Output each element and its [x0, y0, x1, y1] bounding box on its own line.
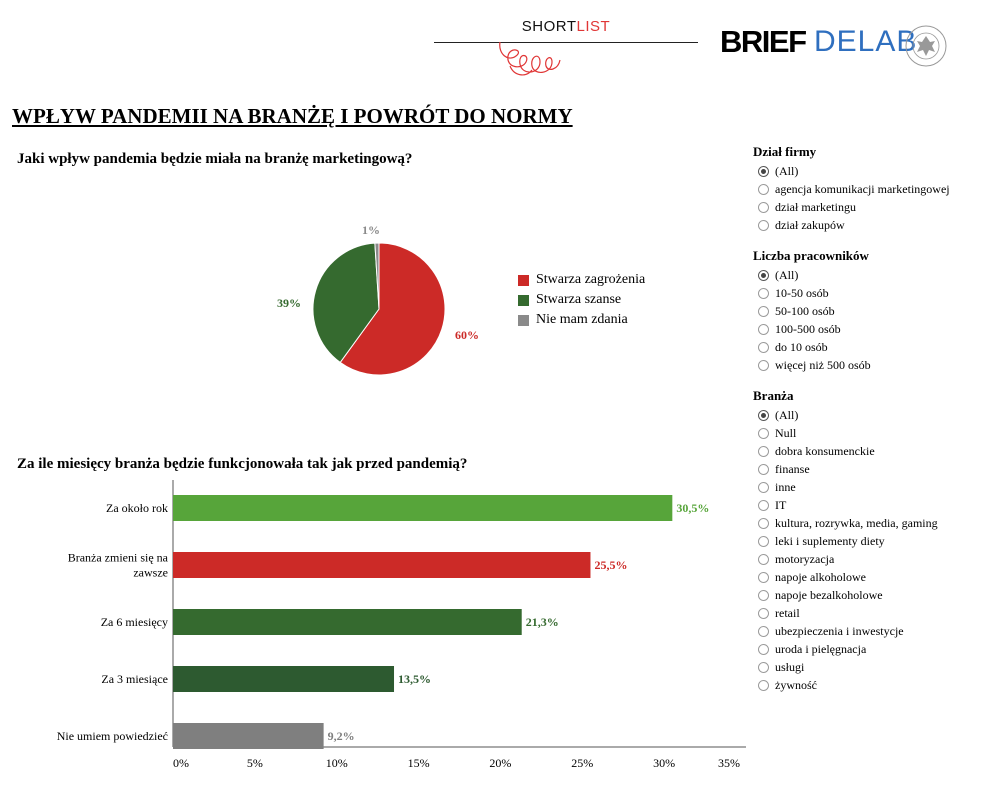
brief-logo: BRIEF — [720, 24, 806, 59]
filter-option[interactable] — [753, 216, 993, 234]
filter-option[interactable] — [753, 320, 993, 338]
scribble-icon — [496, 40, 566, 92]
radio-button-icon[interactable] — [758, 166, 769, 177]
radio-button-icon[interactable] — [758, 662, 769, 673]
filter-option[interactable] — [753, 514, 993, 532]
legend-swatch — [518, 295, 529, 306]
x-tick-label-5: 25% — [571, 756, 594, 770]
filter-group-0 — [753, 142, 993, 234]
shortlist-logo — [434, 14, 698, 80]
filter-option[interactable] — [753, 424, 993, 442]
radio-button-icon[interactable] — [758, 626, 769, 637]
filter-option-label: leki i suplementy diety — [775, 533, 885, 548]
filter-option[interactable] — [753, 162, 993, 180]
radio-button-icon[interactable] — [758, 680, 769, 691]
filter-option-label: usługi — [775, 659, 805, 674]
radio-button-icon[interactable] — [758, 306, 769, 317]
bar-category-label-0: Za około rok — [106, 501, 168, 515]
filter-option[interactable] — [753, 658, 993, 676]
filter-option-label: (All) — [775, 407, 799, 422]
radio-button-icon[interactable] — [758, 202, 769, 213]
bar-category-label-3: Za 3 miesiące — [101, 672, 168, 686]
radio-button-icon[interactable] — [758, 428, 769, 439]
pie-chart — [270, 222, 500, 392]
filter-option-label: więcej niż 500 osób — [775, 357, 871, 372]
pie-slice-label-1: 39% — [277, 296, 301, 310]
filter-group-1 — [753, 246, 993, 374]
legend-label: Stwarza szanse — [536, 292, 622, 307]
bar-value-label-1: 25,5% — [594, 558, 628, 572]
x-tick-label-0: 0% — [173, 756, 189, 770]
radio-button-icon[interactable] — [758, 184, 769, 195]
filter-title: Liczba pracowników — [753, 248, 869, 263]
bar-value-label-3: 13,5% — [398, 672, 432, 686]
radio-button-icon[interactable] — [758, 590, 769, 601]
radio-button-icon[interactable] — [758, 342, 769, 353]
filter-option-label: agencja komunikacji marketingowej — [775, 181, 950, 196]
x-tick-label-2: 10% — [325, 756, 348, 770]
bar-value-label-2: 21,3% — [525, 615, 559, 629]
filter-option-label: (All) — [775, 267, 799, 282]
filter-option[interactable] — [753, 180, 993, 198]
filter-option-label: napoje bezalkoholowe — [775, 587, 883, 602]
university-seal-icon — [904, 24, 948, 68]
filter-option[interactable] — [753, 640, 993, 658]
bar-value-label-0: 30,5% — [676, 501, 710, 515]
filter-option-label: (All) — [775, 163, 799, 178]
radio-button-icon[interactable] — [758, 518, 769, 529]
radio-button-icon[interactable] — [758, 324, 769, 335]
legend-item-0[interactable] — [518, 270, 645, 290]
legend-label: Stwarza zagrożenia — [536, 272, 646, 287]
filter-option-label: Null — [775, 425, 797, 440]
x-tick-label-7: 35% — [718, 756, 740, 770]
filter-option[interactable] — [753, 460, 993, 478]
filter-option-label: kultura, rozrywka, media, gaming — [775, 515, 938, 530]
bar-4[interactable] — [173, 723, 324, 749]
filter-option-label: uroda i pielęgnacja — [775, 641, 867, 656]
question-2-title: Za ile miesięcy branża będzie funkcjonowała tak jak przed pandemią? — [17, 456, 468, 472]
filter-option-label: napoje alkoholowe — [775, 569, 866, 584]
bar-value-label-4: 9,2% — [327, 729, 355, 743]
filter-option-label: dobra konsumenckie — [775, 443, 875, 458]
filter-option-label: 10-50 osób — [775, 285, 829, 300]
filter-option[interactable] — [753, 338, 993, 356]
filter-option[interactable] — [753, 266, 993, 284]
radio-button-icon[interactable] — [758, 482, 769, 493]
pie-slice-label-0: 60% — [455, 328, 479, 342]
question-1-title: Jaki wpływ pandemia będzie miała na branżę marketingową? — [17, 151, 413, 167]
radio-button-icon[interactable] — [758, 500, 769, 511]
radio-button-icon[interactable] — [758, 220, 769, 231]
filter-option-label: 50-100 osób — [775, 303, 835, 318]
bar-category-label-4: Nie umiem powiedzieć — [56, 729, 168, 743]
filter-option-label: inne — [775, 479, 796, 494]
filter-option[interactable] — [753, 478, 993, 496]
filter-option-label: żywność — [775, 677, 817, 692]
x-tick-label-6: 30% — [653, 756, 676, 770]
filter-option[interactable] — [753, 406, 993, 424]
radio-button-icon[interactable] — [758, 554, 769, 565]
radio-button-icon[interactable] — [758, 360, 769, 371]
x-tick-label-1: 5% — [246, 756, 263, 770]
legend-item-1[interactable] — [518, 290, 645, 310]
radio-button-icon[interactable] — [758, 446, 769, 457]
filter-option[interactable] — [753, 586, 993, 604]
filter-option-label: do 10 osób — [775, 339, 828, 354]
filter-option[interactable] — [753, 568, 993, 586]
filter-title: Dział firmy — [753, 144, 817, 159]
x-tick-label-3: 15% — [407, 756, 430, 770]
filter-option[interactable] — [753, 604, 993, 622]
filter-option[interactable] — [753, 198, 993, 216]
bar-category-label-2: Za 6 miesięcy — [100, 615, 168, 629]
filter-option[interactable] — [753, 302, 993, 320]
radio-button-icon[interactable] — [758, 464, 769, 475]
radio-button-icon[interactable] — [758, 608, 769, 619]
legend-item-2[interactable] — [518, 310, 645, 330]
legend-swatch — [518, 315, 529, 326]
filter-group-2 — [753, 386, 993, 694]
filter-option[interactable] — [753, 676, 993, 694]
bar-2[interactable] — [173, 609, 522, 635]
page-title: WPŁYW PANDEMII NA BRANŻĘ I POWRÓT DO NORMY — [12, 104, 573, 128]
shortlist-rule — [434, 42, 698, 43]
bar-0[interactable] — [173, 495, 672, 521]
bar-1[interactable] — [173, 552, 590, 578]
bar-chart — [0, 470, 750, 780]
legend-label: Nie mam zdania — [536, 312, 628, 327]
filters-panel — [753, 142, 993, 706]
shortlist-logo-part1: SHORT — [521, 18, 577, 35]
bar-category-label-1: Branża zmieni się na zawsze — [67, 550, 168, 580]
filter-option-label: 100-500 osób — [775, 321, 841, 336]
filter-option[interactable] — [753, 496, 993, 514]
delab-logo: DELAB — [814, 25, 918, 58]
filter-option-label: motoryzacja — [775, 551, 835, 566]
radio-button-icon[interactable] — [758, 410, 769, 421]
filter-option[interactable] — [753, 442, 993, 460]
x-tick-label-4: 20% — [489, 756, 512, 770]
filter-option[interactable] — [753, 356, 993, 374]
filter-option-label: dział zakupów — [775, 217, 845, 232]
radio-button-icon[interactable] — [758, 270, 769, 281]
filter-option[interactable] — [753, 622, 993, 640]
filter-option-label: IT — [775, 497, 787, 512]
radio-button-icon[interactable] — [758, 572, 769, 583]
filter-option-label: retail — [775, 605, 800, 620]
bar-3[interactable] — [173, 666, 394, 692]
filter-title: Branża — [753, 388, 794, 403]
pie-legend — [518, 270, 645, 330]
filter-option-label: dział marketingu — [775, 199, 856, 214]
filter-option[interactable] — [753, 532, 993, 550]
legend-swatch — [518, 275, 529, 286]
filter-option[interactable] — [753, 284, 993, 302]
radio-button-icon[interactable] — [758, 288, 769, 299]
filter-option[interactable] — [753, 550, 993, 568]
pie-slice-label-2: 1% — [362, 223, 380, 237]
filter-option-label: ubezpieczenia i inwestycje — [775, 623, 904, 638]
radio-button-icon[interactable] — [758, 644, 769, 655]
radio-button-icon[interactable] — [758, 536, 769, 547]
shortlist-logo-part2: LIST — [576, 18, 611, 35]
filter-option-label: finanse — [775, 461, 810, 476]
